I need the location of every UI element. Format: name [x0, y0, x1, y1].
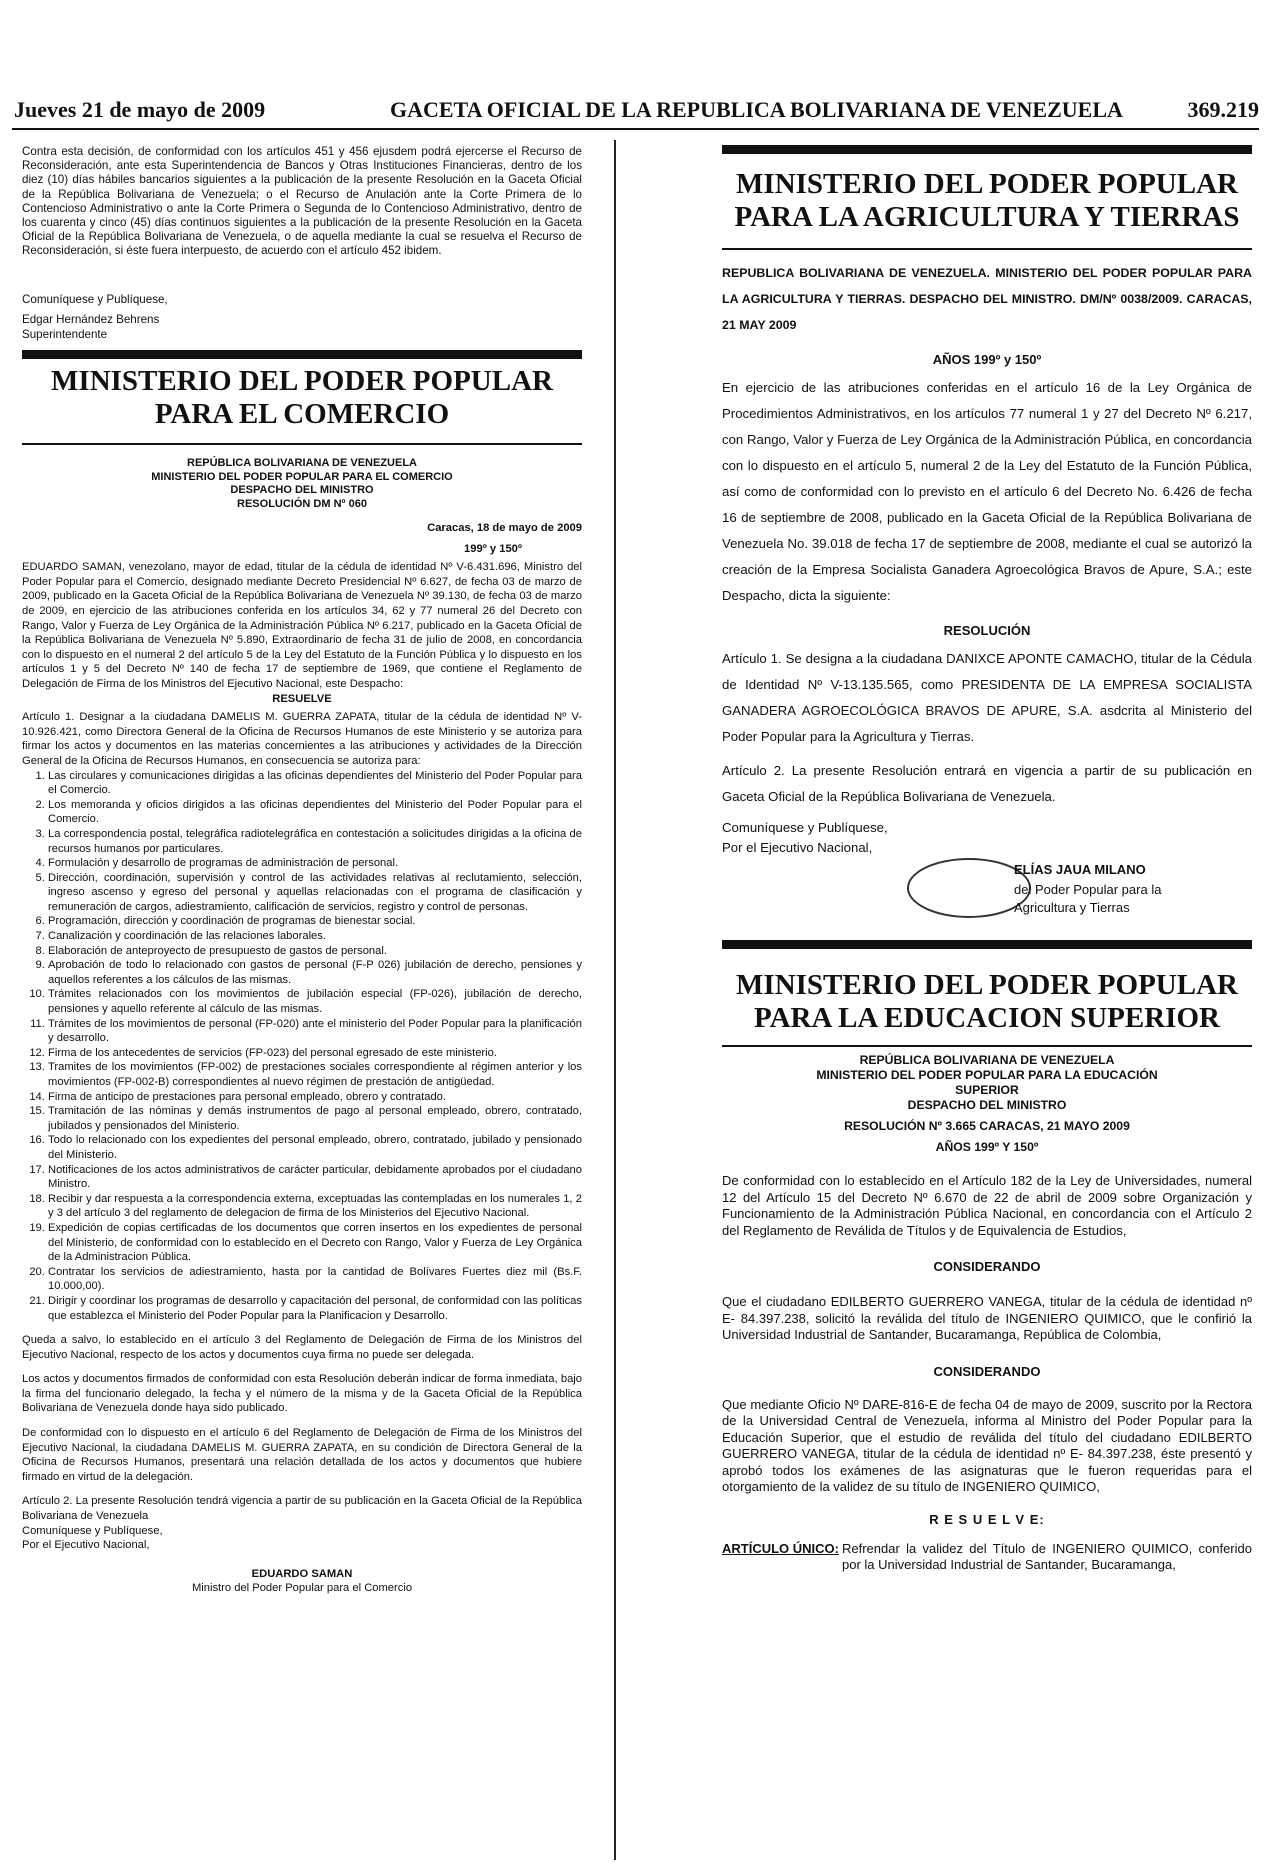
- closing-line: Comuníquese y Publíquese,: [22, 1524, 163, 1537]
- res-header-line: REPÚBLICA BOLIVARIANA DE VENEZUELA: [187, 457, 417, 470]
- list-item: 20. Contratar los servicios de adiestramiento, hasta por la cantidad de Bolívares Fuertes diez mil (Bs.F. 10.000,00).: [48, 1265, 582, 1294]
- list-item: 8. Elaboración de anteproyecto de presupuesto de gastos de personal.: [48, 944, 582, 959]
- edu-resolution-heading: [722, 1053, 1252, 1155]
- authorization-list: [22, 769, 582, 1324]
- intro-paragraph: Contra esta decisión, de conformidad con los artículos 451 y 456 ejusdem podrá ejercerse el Recurso de Reconsideración, ante esta Superintendencia de Bancos y Otras Instituciones Financieras, dentro de los diez (10) días hábiles bancarios siguientes a la publicación de la presente Resolución en la Gaceta Oficial de la República Bolivariana de Venezuela; o el Recurso de Anulación ante la Corte Primera de lo Contencioso Administrativo o ante la Corte Primera o Segunda de lo Contencioso Administrativo, dentro de los cuarenta y cinco (45) días continuos siguientes a la publicación de la presente Resolución en la Gaceta Oficial de la República Bolivariana de Venezuela, o de aquella mediante la cual se resuelva el Recurso de Reconsideración, si éste fuera interpuesto, de acuerdo con el artículo 452 ibidem.: [22, 145, 582, 258]
- considerando-heading: CONSIDERANDO: [933, 1363, 1041, 1379]
- column-divider: [614, 140, 616, 1860]
- agri-signature-title: Agricultura y Tierras: [1014, 900, 1130, 915]
- resuelve-heading: RESUELVE: [272, 692, 332, 705]
- list-item: 12. Firma de los antecedentes de servicios (FP-023) del personal egresado de este ministerio.: [48, 1046, 582, 1061]
- list-item: 9. Aprobación de todo lo relacionado con gastos de personal (F-P 026) jubilación de derecho, pensiones y aquellos referentes a los cálculos de las mismas.: [48, 958, 582, 987]
- list-item: 19. Expedición de copias certificadas de los documentos que corren insertos en los expedientes de personal del Ministerio, de conformidad con lo establecido en el Decreto con Rango, Valor y Fuerza de Ley Orgánica de la Administracion Pública.: [48, 1221, 582, 1265]
- signature-block: [22, 1567, 582, 1596]
- gazette-header: [14, 97, 1259, 127]
- agri-signature-block: [722, 858, 1252, 924]
- list-item: 1. Las circulares y comunicaciones dirigidas a las oficinas dependientes del Ministerio del Poder Popular para el Comercio.: [48, 769, 582, 798]
- list-item: 18. Recibir y dar respuesta a la correspondencia externa, exceptuadas las contempladas en los numerales 1, 2 y 3 del artículo 3 del reglamento de delegacion de firma de los Ministerios del Ejecutivo Nacional.: [48, 1192, 582, 1221]
- list-item: 13. Tramites de los movimientos (FP-002) de prestaciones sociales correspondiente al régimen anterior y los movimientos (FP-002-B) correspondientes al nuevo régimen de prestación de antigüedad.: [48, 1060, 582, 1089]
- ministry-commerce-title: MINISTERIO DEL PODER POPULAR PARA EL COMERCIO: [51, 365, 553, 431]
- signature-title: Ministro del Poder Popular para el Comercio: [191, 1582, 413, 1595]
- place-date: Caracas, 18 de mayo de 2009: [427, 522, 582, 535]
- edu-header-line: DESPACHO DEL MINISTRO: [907, 1098, 1067, 1112]
- left-column: [22, 145, 582, 1596]
- header-title: GACETA OFICIAL DE LA REPUBLICA BOLIVARIANA DE VENEZUELA: [390, 97, 1123, 122]
- section-rule: [722, 145, 1252, 154]
- ministry-education-title: MINISTERIO DEL PODER POPULAR PARA LA EDUCACION SUPERIOR: [736, 969, 1238, 1034]
- list-item: 11. Trámites de los movimientos de personal (FP-020) ante el ministerio del Poder Popular para la planificación y desarrollo.: [48, 1017, 582, 1046]
- res-header-line: RESOLUCIÓN DM Nº 060: [237, 497, 367, 510]
- considerando-2: Que mediante Oficio Nº DARE-816-E de fecha 04 de mayo de 2009, suscrito por la Rectora de la Universidad Central de Venezuela, informa al Ministro del Poder Popular para la Educación Superior, que el estudio de reválida del título del ciudadano EDILBERTO GUERRERO VANEGA, titular de la cédula de identidad nº E- 84.397.238, éste presentó y aprobó todos los exámenes de las asignaturas que le fueron requeridas para el otorgamiento de la validez de su título de INGENIERO QUIMICO,: [722, 1396, 1252, 1494]
- edu-header-line: REPÚBLICA BOLIVARIANA DE VENEZUELA: [859, 1053, 1115, 1067]
- closing-line: Por el Ejecutivo Nacional,: [22, 1539, 150, 1552]
- section-rule: [22, 350, 582, 359]
- paragraph-reserve: Queda a salvo, lo establecido en el artículo 3 del Reglamento de Delegación de Firma de los Ministros del Ejecutivo Nacional, respecto de los actos y documentos cuya firma no puede ser delegada.: [22, 1334, 582, 1361]
- res-header-line: MINISTERIO DEL PODER POPULAR PARA EL COMERCIO: [151, 470, 453, 483]
- section-rule-thin: [722, 248, 1252, 250]
- header-rule: [12, 128, 1259, 130]
- agri-resolution-header: REPUBLICA BOLIVARIANA DE VENEZUELA. MINISTERIO DEL PODER POPULAR PARA LA AGRICULTURA Y TIERRAS. DESPACHO DEL MINISTRO. DM/Nº 0038/2009. CARACAS, 21 MAY 2009: [722, 266, 1252, 332]
- edu-header-line: SUPERIOR: [955, 1083, 1019, 1097]
- resolution-heading: [22, 457, 582, 511]
- header-page-number: 369.219: [1187, 97, 1259, 122]
- edu-years: AÑOS 199º Y 150º: [935, 1140, 1039, 1154]
- considerando-1: Que el ciudadano EDILBERTO GUERRERO VANEGA, titular de la cédula de identidad nº E- 84.397.238, solicitó la reválida del título de INGENIERO QUIMICO, que le confirió la Universidad Industrial de Santander, Bucaramanga, República de Colombia,: [722, 1294, 1252, 1342]
- list-item: 2. Los memoranda y oficios dirigidos a las oficinas dependientes del Ministerio del Poder Popular para el Comercio.: [48, 798, 582, 827]
- edu-header-line: MINISTERIO DEL PODER POPULAR PARA LA EDUCACIÓN: [816, 1068, 1158, 1082]
- edu-resolution-number: RESOLUCIÓN Nº 3.665 CARACAS, 21 MAYO 2009: [844, 1119, 1130, 1133]
- list-item: 14. Firma de anticipo de prestaciones para personal empleado, obrero y contratado.: [48, 1090, 582, 1105]
- agri-resolucion-heading: RESOLUCIÓN: [943, 623, 1031, 638]
- paragraph-report: De conformidad con lo dispuesto en el artículo 6 del Reglamento de Delegación de Firma de los Ministros del Ejecutivo Nacional, la ciudadana DAMELIS M. GUERRA ZAPATA, en su condición de Directora General de la Oficina de Recursos Humanos, presentará una relación detallada de los actos y documentos que hubiere firmado en virtud de la delegación.: [22, 1427, 582, 1483]
- list-item: 15. Tramitación de las nóminas y demás instrumentos de pago al personal empleado, obrero, contratado, jubilados y pensionados del Ministerio.: [48, 1104, 582, 1133]
- article-1: Artículo 1. Designar a la ciudadana DAMELIS M. GUERRA ZAPATA, titular de la cédula de identidad Nº V-10.926.421, como Directora General de la Oficina de Recursos Humanos de este Ministerio y se autoriza para firmar los actos y documentos en las materias concernientes a las atribuciones y actividades de la Dirección General de la Oficina de Recursos Humanos, en consecuencia se autoriza para:: [22, 711, 582, 767]
- comuniquese-line: Comuníquese y Publíquese,: [22, 292, 168, 306]
- right-column: [722, 145, 1252, 1574]
- agri-article-1: Artículo 1. Se designa a la ciudadana DANIXCE APONTE CAMACHO, titular de la Cédula de Identidad Nº V-13.135.565, como PRESIDENTA DE LA EMPRESA SOCIALISTA GANADERA AGROECOLÓGICA BRAVOS DE APURE, S.A. asdcrita al Ministerio del Poder Popular para la Agricultura y Tierras.: [722, 651, 1252, 744]
- edu-resuelve-heading: R E S U E L V E:: [929, 1511, 1045, 1527]
- list-item: 21. Dirigir y coordinar los programas de desarrollo y capacitación del personal, de conformidad con las políticas que establezca el Ministerio del Poder Popular para la Planificacion y Desarrollo.: [48, 1294, 582, 1323]
- header-date: Jueves 21 de mayo de 2009: [14, 97, 266, 122]
- official-seal-icon: [907, 858, 1031, 918]
- agri-article-2: Artículo 2. La presente Resolución entrará en vigencia a partir de su publicación en Gaceta Oficial de la República Bolivariana de Venezuela.: [722, 763, 1252, 804]
- list-item: 7. Canalización y coordinación de las relaciones laborales.: [48, 929, 582, 944]
- list-item: 17. Notificaciones de los actos administrativos de carácter particular, debidamente aprobados por el ciudadano Ministro.: [48, 1163, 582, 1192]
- articulo-unico-text: Refrendar la validez del Título de INGENIERO QUIMICO, conferido por la Universidad Industrial de Santander, Bucaramanga,: [842, 1540, 1252, 1572]
- agri-closing-2: Por el Ejecutivo Nacional,: [722, 840, 873, 855]
- superintendent-title: Superintendente: [22, 327, 108, 341]
- preamble: EDUARDO SAMAN, venezolano, mayor de edad, titular de la cédula de identidad Nº V-6.431.696, Ministro del Poder Popular para el Comercio, designado mediante Decreto Presidencial Nº 6.627, de fecha 03 de marzo de 2009, publicado en la Gaceta Oficial de la República Bolivariana de Venezuela Nº 39.130, de fecha 03 de marzo de 2009, en ejercicio de las atribuciones conferida en los artículos 34, 62 y 77 numeral 26 del Decreto con Rango, Valor y Fuerza de Ley Orgánica de la Administración Pública Nº 6.217, publicado en la Gaceta Oficial de la República Bolivariana de Venezuela Nº 5.890, Extraordinario de fecha 31 de julio de 2008, en concordancia con lo dispuesto en el numeral 2 del artículo 5 de la Ley del Estatuto de la Función Pública y lo dispuesto en los artículos 1 y 5 del Decreto Nº 140 de fecha 17 de septiembre de 1969, que contiene el Reglamento de Delegación de Firma de los Ministros del Ejecutivo Nacional, este Despacho:: [22, 561, 582, 690]
- considerando-heading: CONSIDERANDO: [933, 1259, 1041, 1274]
- years: 199º y 150º: [464, 542, 522, 555]
- edu-body: De conformidad con lo establecido en el Artículo 182 de la Ley de Universidades, numeral 12 del Artículo 15 del Decreto Nº 6.670 de 22 de abril de 2009 sobre Organización y Funcionamiento de la Administración Pública Nacional, en concordancia con el Artículo 2 del Reglamento de Reválida de Títulos y de Equivalencia de Estudios,: [722, 1173, 1252, 1238]
- list-item: 5. Dirección, coordinación, supervisión y control de las actividades relativas al reclutamiento, selección, ingreso ascenso y egreso del personal y aquellas relacionadas con el programa de clasificación y remuneración de cargos, adiestramiento, calificación de servicios, registro y control de personas.: [48, 871, 582, 915]
- agri-signature-title: del Poder Popular para la: [1014, 882, 1162, 897]
- section-rule: [722, 940, 1252, 949]
- signature-name: EDUARDO SAMAN: [251, 1567, 353, 1580]
- articulo-unico: [722, 1541, 1252, 1574]
- list-item: 10. Trámites relacionados con los movimientos de jubilación especial (FP-026), jubilación de derecho, pensiones y aquello referente al cálculo de las mismas.: [48, 987, 582, 1016]
- agri-signature-name: ELÍAS JAUA MILANO: [1014, 862, 1146, 877]
- article-2: Artículo 2. La presente Resolución tendrá vigencia a partir de su publicación en la Gaceta Oficial de la República Bolivariana de Venezuela: [22, 1495, 582, 1523]
- list-item: 3. La correspondencia postal, telegráfica radiotelegráfica en contestación a solicitudes dirigidas a la oficina de recursos humanos por particulares.: [48, 827, 582, 856]
- ministry-agriculture-title: MINISTERIO DEL PODER POPULAR PARA LA AGRICULTURA Y TIERRAS: [734, 168, 1240, 233]
- list-item: 4. Formulación y desarrollo de programas de administración de personal.: [48, 856, 582, 871]
- section-rule-thin: [22, 443, 582, 445]
- res-header-line: DESPACHO DEL MINISTRO: [230, 484, 374, 497]
- section-rule-thin: [722, 1045, 1252, 1047]
- list-item: 6. Programación, dirección y coordinación de programas de bienestar social.: [48, 914, 582, 929]
- agri-closing-1: Comuníquese y Publíquese,: [722, 820, 888, 835]
- agri-years: AÑOS 199º y 150º: [932, 352, 1042, 367]
- agri-body: En ejercicio de las atribuciones conferidas en el artículo 16 de la Ley Orgánica de Procedimientos Administrativos, en los artículos 77 numeral 1 y 27 del Decreto Nº 6.217, con Rango, Valor y Fuerza de Ley Orgánica de la Administración Pública, en concordancia con lo dispuesto en el artículo 5, numeral 2 de la Ley del Estatuto de la Función Pública, así como de conformidad con lo previsto en el artículo 6 del Decreto No. 6.426 de fecha 16 de septiembre de 2008, publicado en la Gaceta Oficial de la República Bolivariana de Venezuela No. 39.018 de fecha 17 de septiembre de 2008, mediante el cual se autorizó la creación de la Empresa Socialista Ganadera Agroecológica Bravos de Apure, S.A.; este Despacho, dicta la siguiente:: [722, 380, 1252, 603]
- list-item: 16. Todo lo relacionado con los expedientes del personal empleado, obrero, contratado, jubilado y pensionado del Ministerio.: [48, 1133, 582, 1162]
- paragraph-acts: Los actos y documentos firmados de conformidad con esta Resolución deberán indicar de forma inmediata, bajo la firma del funcionario delegado, la fecha y el número de la misma y de la Gaceta Oficial de la República Bolivariana de Venezuela donde haya sido publicado.: [22, 1373, 582, 1415]
- articulo-unico-label: ARTÍCULO ÚNICO:: [722, 1540, 839, 1556]
- superintendent-name: Edgar Hernández Behrens: [22, 313, 160, 327]
